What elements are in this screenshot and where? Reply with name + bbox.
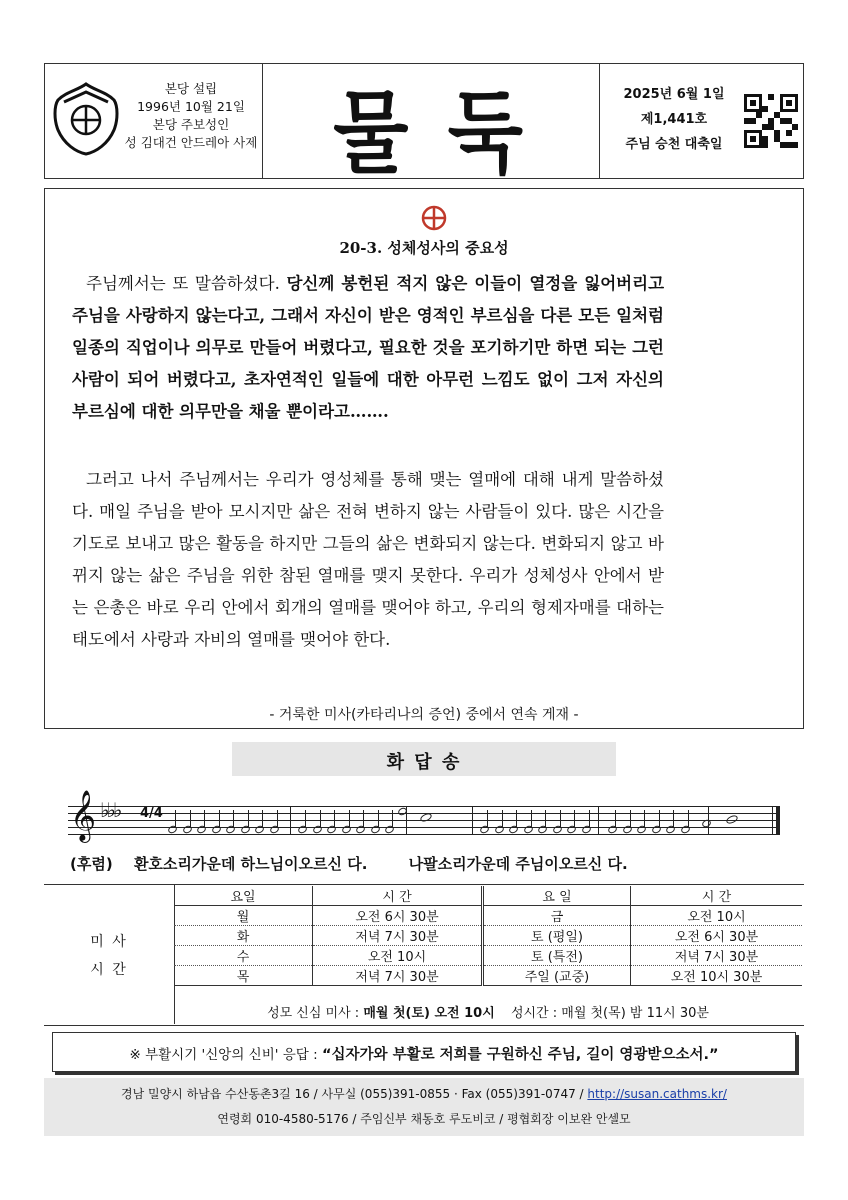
founding-label: 본당 설립 <box>164 81 218 96</box>
footer-address: 경남 밀양시 하남읍 수산동촌3길 16 / 사무실 (055)391-0855 · Fax (055)391-0747 / <box>121 1087 588 1101</box>
note-stem <box>204 810 205 828</box>
header-right-info <box>604 82 744 157</box>
feast-name: 주님 승천 대축일 <box>625 137 723 152</box>
note-stem <box>219 810 220 828</box>
note-stem <box>644 810 645 828</box>
time-cell: 오전 6시 30분 <box>631 926 803 946</box>
mass-special-note <box>174 1002 802 1021</box>
footer-contacts: 연령회 010-4580-5176 / 주임신부 채동호 루도비코 / 평협회장 이보완 안셀모 <box>217 1112 631 1126</box>
cross-circle-icon <box>421 205 447 231</box>
mass-label-line-1: 미 사 <box>90 934 128 950</box>
note-stem <box>688 810 689 828</box>
final-barline-thin <box>772 806 773 835</box>
time-cell: 오전 10시 <box>631 906 803 926</box>
time-cell: 오전 10시 <box>313 946 483 966</box>
note-stem <box>175 810 176 828</box>
table-row <box>174 926 802 946</box>
note-stem <box>262 810 263 828</box>
bulletin-title: 물 둑 <box>333 81 529 186</box>
note-stem <box>673 810 674 828</box>
header-time: 시 간 <box>631 886 803 906</box>
lyric-line-2: 나팔소리가운데 주님이오르신 다. <box>408 855 628 873</box>
barline <box>472 806 473 835</box>
barline <box>406 806 407 835</box>
header-time: 시 간 <box>313 886 483 906</box>
barline <box>708 806 709 835</box>
article-heading: 20-3. 성체성사의 중요성 <box>339 239 509 257</box>
paragraph-1-bold: 당신께 봉헌된 적지 않은 이들이 열정을 잃어버리고 주님을 사랑하지 않는다고, 그래서 자신이 받은 영적인 부르심을 다른 모든 일처럼 일종의 직업이나 의무로 만들어 버렸다고, 필요한 것을 포기하기만 하면 되는 그런 사람이 되어 버렸다고, 초자연적인 일들에 대한 아무런 느낌도 없이 그저 자신의 부르심에 대한 의무만을 채울 뿐이라고……. <box>72 274 665 421</box>
article-paragraph-2: 그러고 나서 주님께서는 우리가 영성체를 통해 맺는 열매에 대해 내게 말씀하셨다. 매일 주님을 받아 모시지만 삶은 전혀 변하지 않는 사람들이 있다. 많은 시간을 기도로 보내고 많은 활동을 하지만 그들의 삶은 변화되지 않는다. 변화되지 않고 바뀌지 않는 삶은 주님을 위한 참된 열매를 맺지 못한다. 우리가 성체성사 안에서 받는 은총은 바로 우리 안에서 회개의 열매를 맺어야 하고, 우리의 형제자매를 대하는 태도에서 사랑과 자비의 열매를 맺어야 한다. <box>72 470 664 649</box>
header-left-info <box>116 80 266 152</box>
note-stem <box>378 810 379 828</box>
half-note <box>725 814 739 825</box>
time-cell: 오전 10시 30분 <box>631 966 803 986</box>
parish-logo-icon <box>50 80 122 156</box>
lyric-line-1: 환호소리가운데 하느님이오르신 다. <box>133 855 368 873</box>
article-source: - 거룩한 미사(카타리나의 증언) 중에서 연속 게재 - <box>269 707 579 723</box>
responsory-title: 화 답 송 <box>386 752 462 773</box>
patron-name: 성 김대건 안드레아 사제 <box>124 135 258 150</box>
table-row <box>174 966 802 986</box>
note-stem <box>545 810 546 828</box>
day-cell: 토 (평일) <box>483 926 631 946</box>
note-stem <box>305 810 306 828</box>
mass-label <box>44 928 174 984</box>
note-stem <box>277 810 278 828</box>
founding-date: 1996년 10월 21일 <box>137 99 245 114</box>
note-stem <box>574 810 575 828</box>
lyric-label: (후렴) <box>70 855 113 873</box>
note-stem <box>392 810 393 828</box>
article-paragraph-1 <box>72 268 664 428</box>
note-stem <box>502 810 503 828</box>
day-cell: 주일 (교중) <box>483 966 631 986</box>
note-stem <box>659 810 660 828</box>
note-stem <box>190 810 191 828</box>
note-stem <box>531 810 532 828</box>
day-cell: 토 (특전) <box>483 946 631 966</box>
note-stem <box>334 810 335 828</box>
barline <box>598 806 599 835</box>
barline <box>290 806 291 835</box>
music-staff <box>68 790 784 844</box>
key-signature-flats: ♭♭♭ <box>100 798 120 822</box>
time-cell: 저녁 7시 30분 <box>313 966 483 986</box>
header-day: 요 일 <box>483 886 631 906</box>
note-stem <box>320 810 321 828</box>
table-row <box>174 906 802 926</box>
patron-label: 본당 주보성인 <box>152 117 230 132</box>
marian-mass-time: 매월 첫(토) 오전 10시 <box>363 1006 495 1021</box>
acclamation-prefix: ※ 부활시기 '신앙의 신비' 응답 : <box>129 1047 322 1063</box>
mass-label-line-2: 시 간 <box>90 962 128 978</box>
responsory-lyrics <box>70 853 790 874</box>
note-stem <box>487 810 488 828</box>
note-stem <box>615 810 616 828</box>
qr-code-icon[interactable] <box>744 94 798 148</box>
table-row <box>174 946 802 966</box>
issue-date: 2025년 6월 1일 <box>623 87 725 102</box>
final-barline <box>776 806 780 835</box>
day-cell: 목 <box>174 966 313 986</box>
paragraph-1-lead: 주님께서는 또 말씀하셨다. <box>86 274 287 293</box>
acclamation-text: “십자가와 부활로 저희를 구원하신 주님, 길이 영광받으소서.” <box>321 1047 719 1063</box>
footer-address-line <box>44 1085 804 1102</box>
note-stem <box>349 810 350 828</box>
marian-mass-prefix: 성모 신심 미사 : <box>267 1006 364 1021</box>
note-stem <box>630 810 631 828</box>
time-cell: 저녁 7시 30분 <box>631 946 803 966</box>
time-signature: 4/4 <box>140 806 163 821</box>
day-cell: 금 <box>483 906 631 926</box>
note-stem <box>589 810 590 828</box>
note-stem <box>248 810 249 828</box>
acclamation-line <box>52 1043 796 1064</box>
treble-clef-icon: 𝄞 <box>70 790 97 841</box>
day-cell: 화 <box>174 926 313 946</box>
issue-number: 제1,441호 <box>640 112 708 127</box>
parish-website-link[interactable]: http://susan.cathms.kr/ <box>587 1087 727 1101</box>
note-stem <box>516 810 517 828</box>
holy-hour: 성시간 : 매월 첫(목) 밤 11시 30분 <box>510 1006 709 1021</box>
day-cell: 수 <box>174 946 313 966</box>
day-cell: 월 <box>174 906 313 926</box>
time-cell: 오전 6시 30분 <box>313 906 483 926</box>
note-stem <box>363 810 364 828</box>
note-stem <box>560 810 561 828</box>
time-cell: 저녁 7시 30분 <box>313 926 483 946</box>
note-stem <box>233 810 234 828</box>
mass-schedule-table <box>174 886 802 986</box>
header-day: 요일 <box>174 886 313 906</box>
